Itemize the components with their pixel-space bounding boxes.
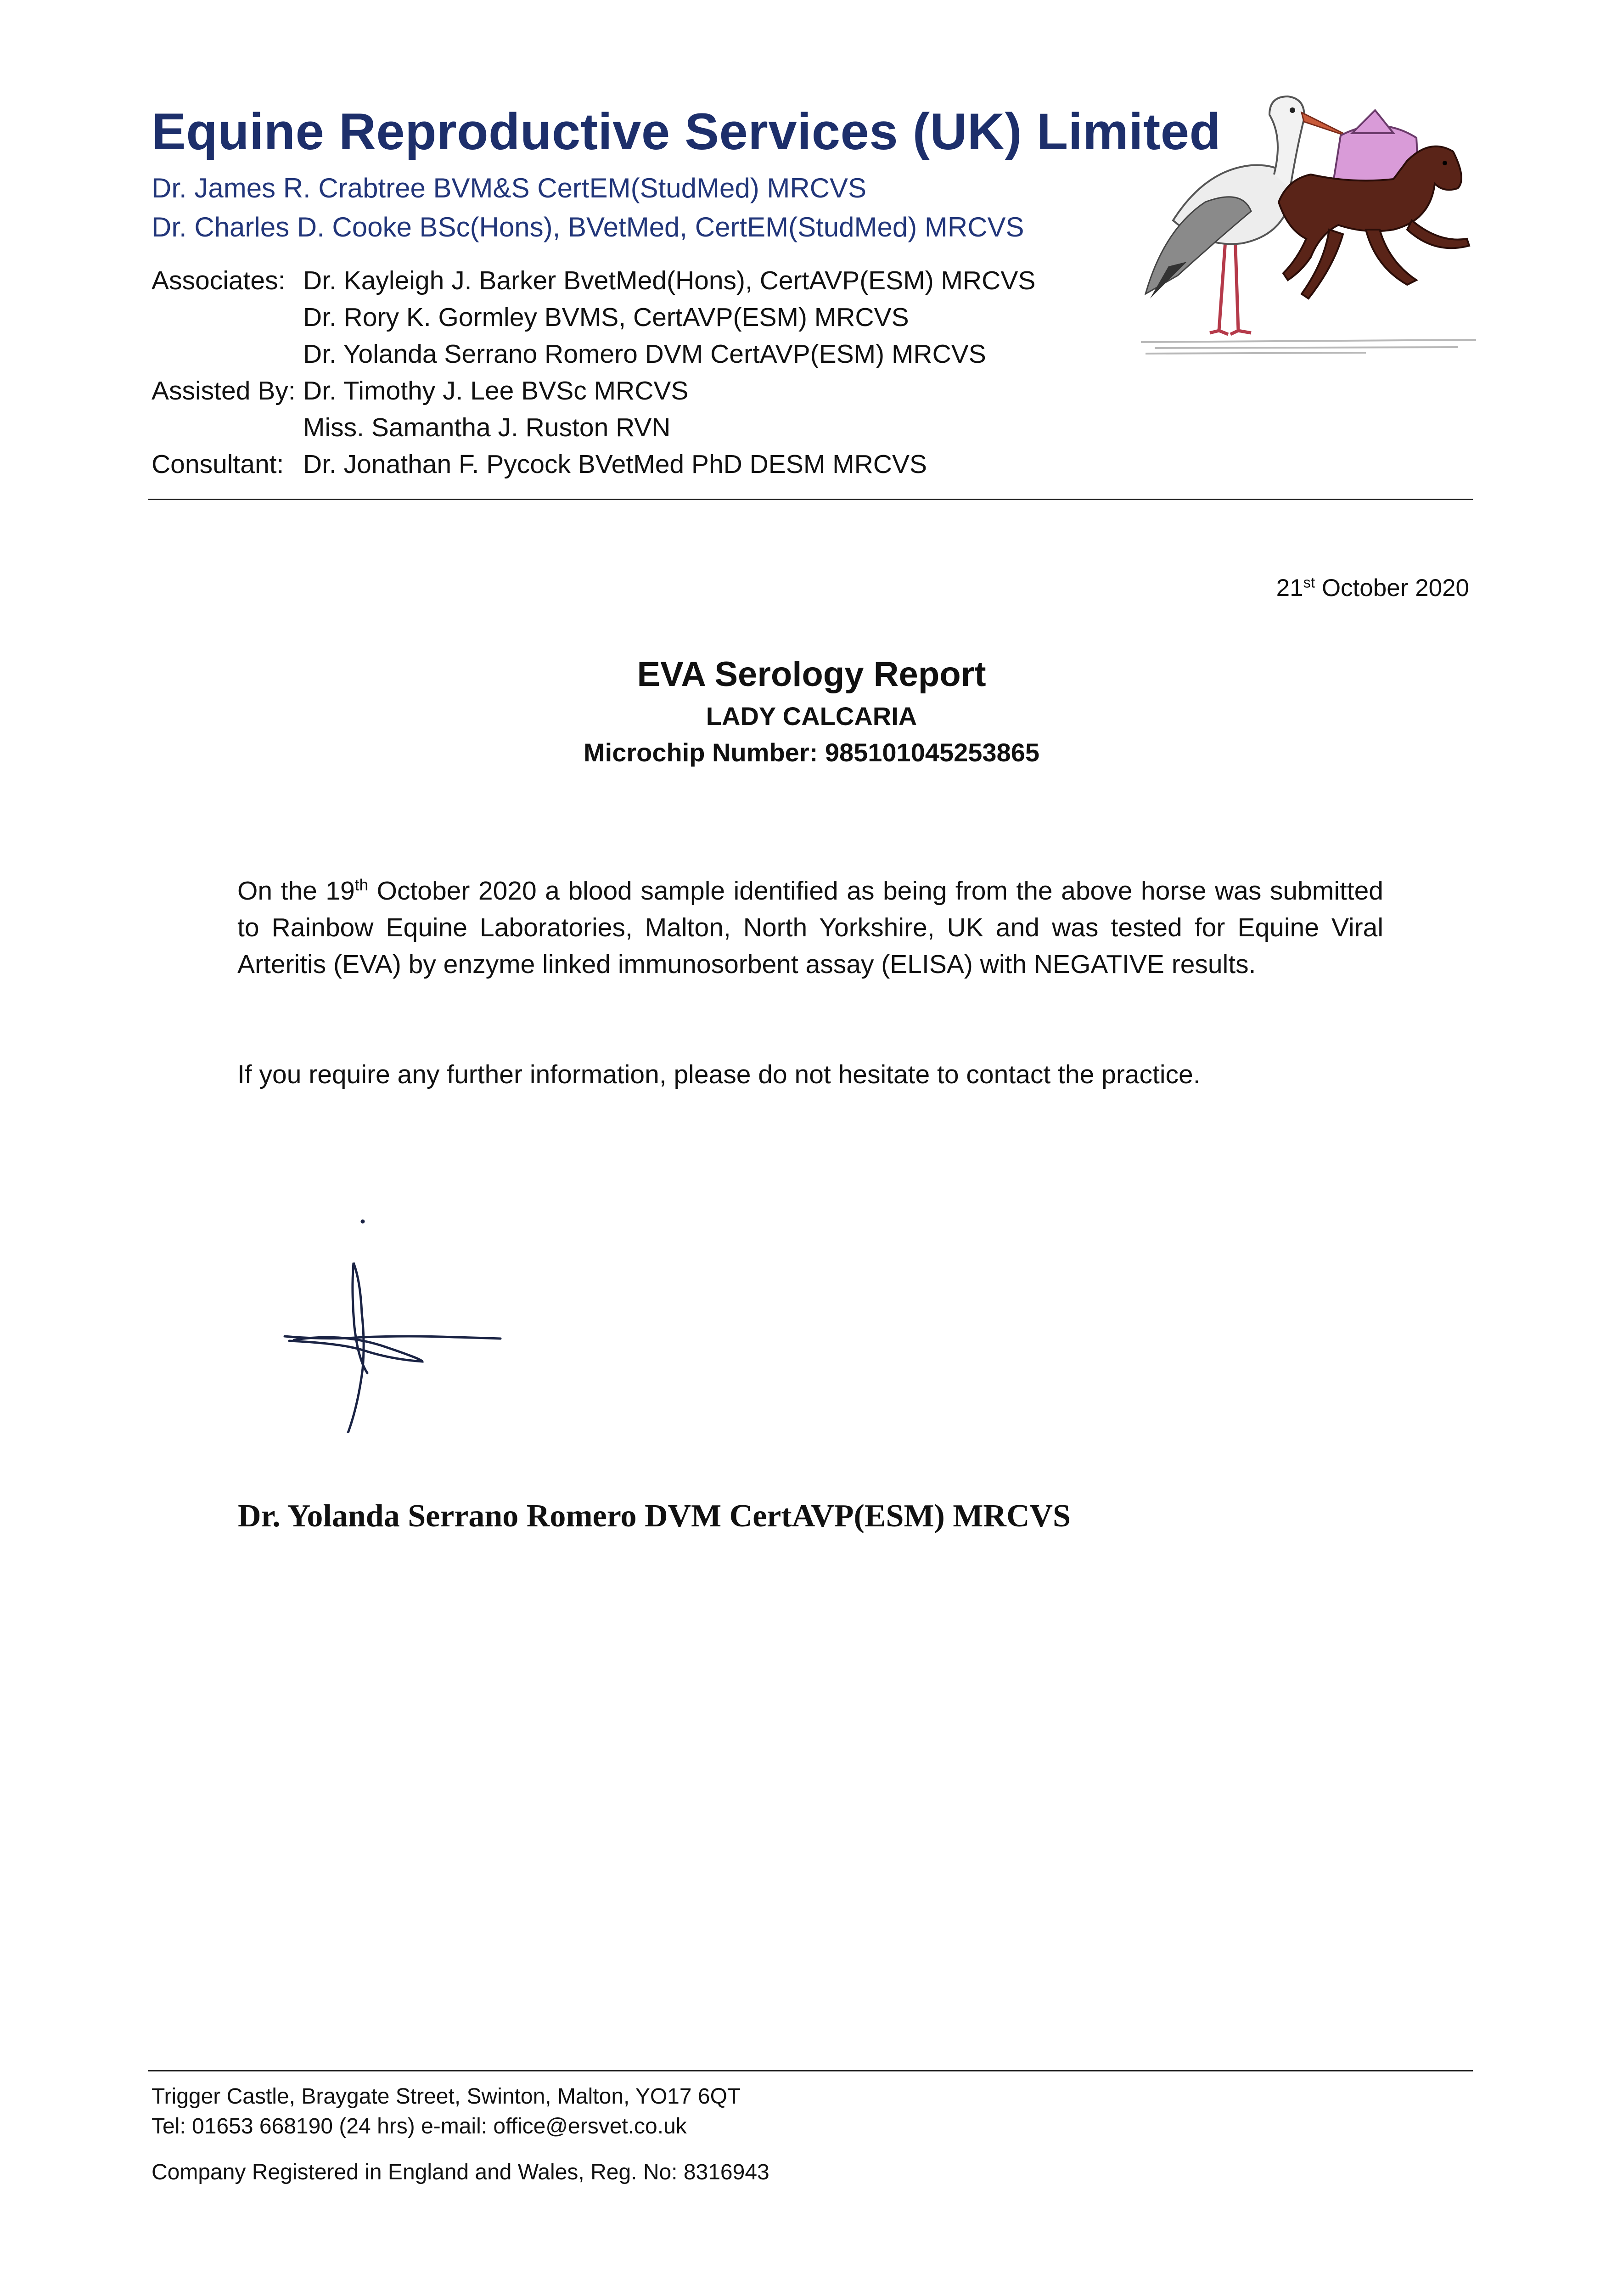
microchip-number: 985101045253865	[825, 738, 1039, 767]
footer-registration: Company Registered in England and Wales, Reg. No: 8316943	[152, 2160, 769, 2184]
staff-row	[152, 376, 688, 406]
stork-carrying-foal-logo-icon	[1136, 83, 1485, 358]
report-date: 21st October 2020	[1276, 574, 1469, 602]
company-name: Equine Reproductive Services (UK) Limited	[152, 103, 1221, 160]
microchip-label: Microchip Number:	[584, 738, 825, 767]
report-title: EVA Serology Report	[637, 655, 986, 694]
horse-name: LADY CALCARIA	[706, 702, 917, 731]
partner-2: Dr. Charles D. Cooke BSc(Hons), BVetMed, CertEM(StudMed) MRCVS	[152, 212, 1024, 242]
staff-name: Dr. Rory K. Gormley BVMS, CertAVP(ESM) MRCVS	[303, 303, 909, 332]
header-divider	[148, 499, 1473, 500]
footer-contact: Tel: 01653 668190 (24 hrs) e-mail: office@ersvet.co.uk	[152, 2114, 687, 2138]
footer-divider	[148, 2070, 1473, 2071]
signature-icon	[271, 1212, 510, 1433]
staff-name: Dr. Timothy J. Lee BVSc MRCVS	[303, 376, 689, 405]
staff-label: Assisted By:	[152, 376, 296, 405]
staff-row	[152, 412, 670, 443]
staff-label	[152, 339, 303, 369]
result-paragraph: On the 19th October 2020 a blood sample identified as being from the above horse was submitted to Rainbow Equine Laboratories, Malton, North Yorkshire, UK and was tested for Equine Viral Arteritis (EVA) by enzyme linked immunosorbent assay (ELISA) with NEGATIVE results.	[237, 876, 1383, 979]
footer-address: Trigger Castle, Braygate Street, Swinton, Malton, YO17 6QT	[152, 2084, 741, 2109]
staff-label: Consultant:	[152, 450, 284, 479]
staff-row	[152, 449, 927, 479]
staff-label: Associates:	[152, 266, 286, 295]
staff-name: Dr. Kayleigh J. Barker BvetMed(Hons), CertAVP(ESM) MRCVS	[303, 266, 1036, 295]
staff-name: Dr. Jonathan F. Pycock BVetMed PhD DESM MRCVS	[303, 450, 927, 479]
staff-label	[152, 302, 303, 332]
staff-name: Dr. Yolanda Serrano Romero DVM CertAVP(ESM) MRCVS	[303, 339, 986, 369]
staff-label	[152, 412, 303, 443]
staff-row	[152, 339, 986, 369]
staff-name: Miss. Samantha J. Ruston RVN	[303, 413, 671, 442]
staff-row	[152, 265, 1035, 296]
staff-row	[152, 302, 909, 332]
contact-paragraph: If you require any further information, please do not hesitate to contact the practice.	[237, 1060, 1201, 1089]
signatory-name: Dr. Yolanda Serrano Romero DVM CertAVP(ESM) MRCVS	[238, 1498, 1071, 1534]
partner-1: Dr. James R. Crabtree BVM&S CertEM(StudMed) MRCVS	[152, 173, 867, 203]
microchip-line	[0, 737, 1623, 767]
